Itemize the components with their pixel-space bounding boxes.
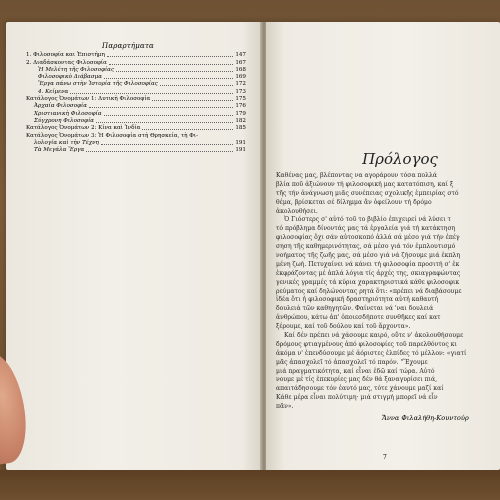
contents-entry (26, 81, 246, 88)
contents-entry-page: 182 (235, 117, 246, 124)
dot-leader (70, 93, 233, 94)
contents-entry-title: 1. Φιλοσοφία και Ἐπιστήμη (26, 52, 105, 59)
dot-leader (89, 107, 233, 108)
prologue-line: δουλειά τῶν καθηγητῶν. Φαίνεται νά 'ναι δουλειά (276, 305, 434, 313)
prologue-line: γενικές γραμμές τά κύρια χαρακτηριστικά κάθε φιλοσοφικ (276, 278, 460, 286)
contents-entry-title: Κατάλογος Ὀνομάτων 3: Ἡ Φιλοσοφία στὴ Θρησκεία, τὴ Φι- (26, 132, 198, 139)
prologue-line: μιά πραγματικότητα, καί εἶναι ἐδῶ καί τώρα. Αὐτό (276, 367, 435, 375)
contents-entry (26, 88, 246, 95)
contents-entry (26, 132, 246, 139)
prologue-line: μᾶς ἀπασχολεῖ τό ἀπασχολεῖ τό παρόν. "Ἔχουμε (276, 358, 428, 366)
dot-leader (96, 122, 233, 123)
table-surface (0, 470, 500, 500)
prologue-line: θέμα, βρίσκεται σέ δίλημμα ἂν ὀφείλουν τή δρόμο (276, 198, 432, 206)
author-signature: Ἄννα Φιλαλήθη-Κουντούρ (382, 414, 469, 422)
contents-entry-page: 169 (235, 74, 246, 81)
contents-entry-title: 2. Διαδάσκοντας Φιλοσοφία (26, 59, 107, 66)
contents-entry-page: 191 (235, 147, 246, 154)
dot-leader (160, 85, 233, 86)
prologue-line: τό πρόβλημα δίνοντάς μας τά ἐργαλεία γιά τή κατάκτηση (276, 225, 456, 233)
contents-entry (26, 103, 246, 110)
prologue-line: Κάθε μέρα εἶναι πολύτιμη· μιά στιγμή μπορεῖ νά εἶν (276, 394, 438, 402)
contents-entry (26, 118, 246, 125)
prologue-line: ἐκφράζοντας μέ ἁπλά λόγια τίς ἀρχές της, σκιαγραφώντας (276, 269, 461, 277)
contents-entry-page: 185 (235, 125, 246, 132)
contents-entry-title: Τὰ Μεγάλα Ἔργα (34, 147, 85, 154)
contents-list (26, 52, 246, 154)
contents-entry-page: 176 (235, 103, 246, 110)
contents-entry-title: λολογία καὶ τὴν Τέχνη (34, 139, 99, 146)
contents-entry-title: Φιλοσοφικὸ Διάβασμα (38, 74, 103, 81)
prologue-line: τῆς τήν ἀνάγνωση μιᾶς συνέπειας σχολικῆς ἐμπειρίας στό (276, 189, 459, 197)
contents-entry-page: 147 (235, 52, 246, 59)
dot-leader (142, 129, 233, 130)
prologue-line: μένη ζωή. Πετυχαίνει νά κάνει τή φιλοσοφία προσιτή σ' ἐκ (276, 260, 460, 268)
contents-entry-page: 167 (235, 59, 246, 66)
contents-entry-title: 4. Κείμενα (38, 88, 69, 95)
prologue-line: πᾶν». (276, 403, 294, 411)
contents-entry-title: Ἡ Μελέτη τῆς Φιλοσοφίας (38, 66, 115, 73)
contents-entry (26, 59, 246, 66)
contents-entry-title: Κατάλογος Ὀνομάτων 2: Κίνα καὶ Ἰνδία (26, 125, 141, 132)
dot-leader (104, 115, 234, 116)
appendices-heading: Παραρτήματα (102, 42, 154, 50)
dot-leader (152, 100, 233, 101)
dot-leader (109, 64, 233, 65)
dot-leader (107, 56, 234, 57)
prologue-line: Καί δέν πρέπει νά χάσουμε καιρό, οὔτε ν' ἀκολουθήσουμε (284, 332, 464, 340)
prologue-line: δρόμους φτιαγμένους ἀπό φιλοσοφίες τοῦ παρελθόντος κι (276, 340, 457, 348)
prologue-line: νουμε μέ τίς ἐπεκυρίες μας δέν θά ξαναγυρίσει πιά, (276, 376, 438, 384)
prologue-line: ἀκόμα ν' ἐπενδύσουμε μέ ἀόριστες ἐλπίδες τό μέλλον: «γιατί (276, 349, 467, 357)
prologue-line: ἀκολουθήσει. (276, 207, 318, 215)
contents-entry-title: Ἀρχαία Φιλοσοφία (34, 103, 88, 110)
prologue-line: απαιτάδησουμε τόν ἑαυτό μας, τότε χάνουμε μαζί καί (276, 385, 444, 393)
contents-entry (26, 110, 246, 117)
dot-leader (101, 144, 233, 145)
contents-entry-title: Χριστιανικὴ Φιλοσοφία (34, 110, 102, 117)
contents-entry-page: 172 (235, 81, 246, 88)
dot-leader (104, 78, 233, 79)
prologue-line: φιλοσοφίας ὄχι σάν αὐτοσκοπό ἀλλά σά μέσο γιά τήν ἐπέγ (276, 234, 460, 242)
prologue-title: Πρόλογος (362, 150, 438, 168)
prologue-line: βλία ποῦ ἀξιώνουν τή φιλοσοφική μας κατατόπιση, καί ξ (276, 180, 454, 188)
prologue-line: Ὁ Γιόστερς σ' αὐτό τοῦ το βιβλίο ἐπιχειρεί νά λύσει τ (284, 216, 451, 224)
contents-entry-title: Κατάλογος Ὀνομάτων 1: Δυτικὴ Φιλοσοφία (26, 96, 151, 103)
prologue-text (276, 172, 500, 412)
contents-entry-page: 168 (235, 66, 246, 73)
dot-leader (116, 71, 233, 72)
contents-entry-title: Ἔργα πάνω στὴν Ἱστορία τῆς Φιλοσοφίας (38, 81, 158, 88)
contents-entry-page: 191 (235, 139, 246, 146)
contents-entry (26, 147, 246, 154)
contents-entry-page: 173 (235, 88, 246, 95)
prologue-line: ἀνθρώπου, κάτω ἀπ' ὁποιεσδήποτε συνθῆκες καί κατ (276, 314, 441, 322)
contents-entry (26, 96, 246, 103)
contents-entry (26, 52, 246, 59)
contents-entry-page: 179 (235, 110, 246, 117)
dot-leader (86, 151, 233, 152)
prologue-line: ρεύματος καί δηλώνοντας ρητά ὅτι: «πρέπει νά διαβάσουμε (276, 287, 462, 295)
prologue-line: ἰδέα ὅτι ἡ φιλοσοφική δραστηριότητα αὐτή καθαυτή (276, 296, 439, 304)
prologue-line: ξέρουμε, καί τοῦ δούλου καί τοῦ ἄρχοντα». (276, 323, 411, 331)
prologue-line: Καθένας μας, βλέποντας να αγοράρουν τόσα πολλά (276, 172, 438, 179)
prologue-line: νοήματος τῆς ζωῆς μας, σά μέσο γιά νά ζήσουμε μιά ἐκπλη (276, 252, 460, 260)
contents-entry (26, 125, 246, 132)
contents-entry (26, 67, 246, 74)
contents-entry-page: 175 (235, 96, 246, 103)
page-number: 7 (383, 454, 387, 461)
prologue-line: σηση τῆς καθημερινότητας, σά μέσο γιά τόν ἐμπλουτισμό (276, 243, 456, 251)
contents-entry (26, 140, 246, 147)
contents-entry-title: Σύγχρονη Φιλοσοφία (34, 117, 95, 124)
